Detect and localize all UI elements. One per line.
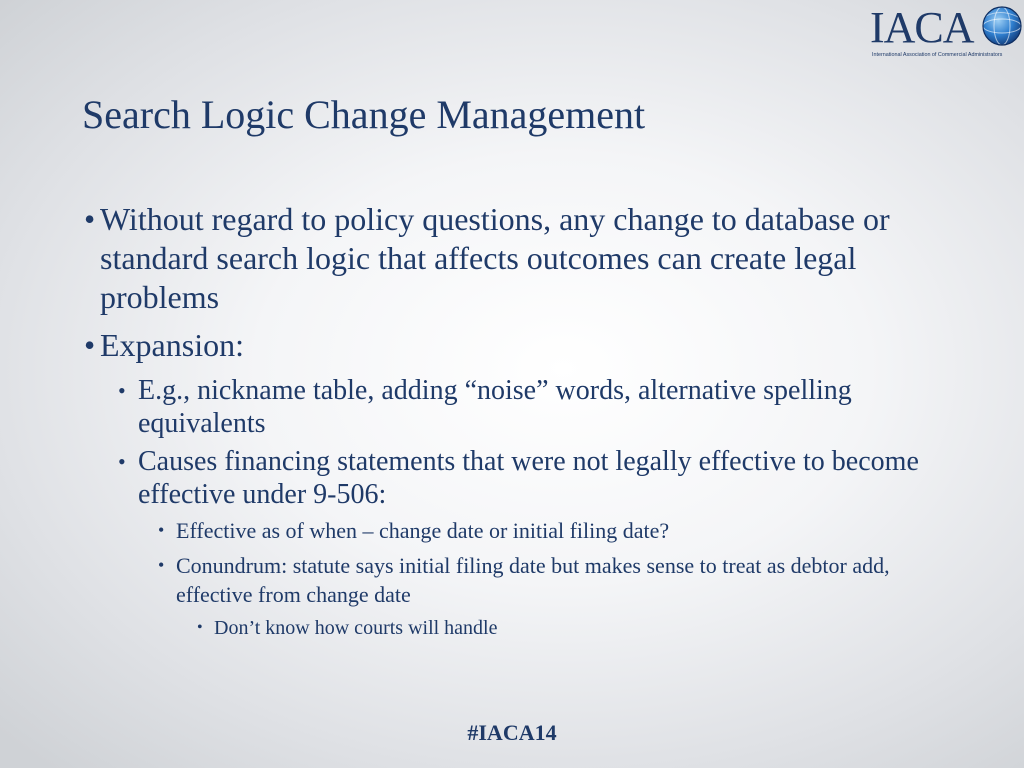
iaca-logo: [870, 2, 1020, 64]
level4-bullet-courts: • Don’t know how courts will handle: [84, 615, 964, 641]
logo-subtitle: International Association of Commercial Administrators: [872, 52, 1003, 58]
sub-sub-bullet-conundrum: • Conundrum: statute says initial filing date but makes sense to treat as debtor add, effective from change date: [84, 551, 964, 609]
slide-title: Search Logic Change Management: [82, 92, 646, 137]
sub-sub-bullet-effective-when: • Effective as of when – change date or initial filing date?: [84, 516, 964, 545]
logo-text: IACA: [870, 3, 974, 52]
bullet-expansion: • Expansion:: [84, 326, 964, 365]
sub-bullet-causes: • Causes financing statements that were not legally effective to become effective under 9-506:: [84, 445, 964, 511]
footer-hashtag: #IACA14: [467, 720, 557, 745]
bullet-search-logic-change: • Without regard to policy questions, any change to database or standard search logic that affects outcomes can create legal problems: [84, 200, 964, 317]
slide-body: [84, 200, 964, 647]
globe-icon: [980, 4, 1024, 48]
sub-bullet-examples: • E.g., nickname table, adding “noise” words, alternative spelling equivalents: [84, 374, 964, 440]
